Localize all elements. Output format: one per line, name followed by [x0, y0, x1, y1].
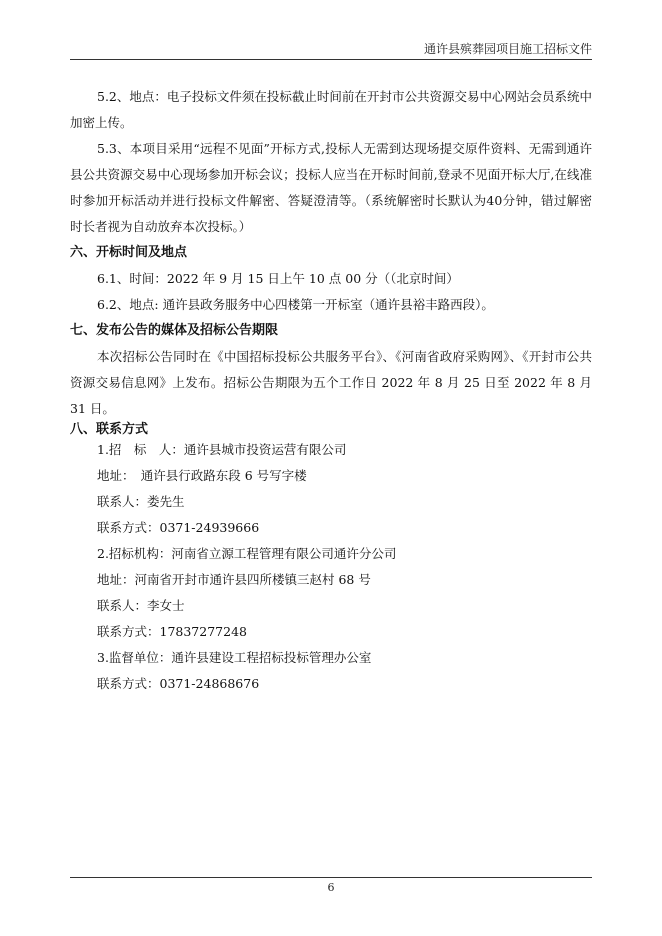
section-heading-media: 七、发布公告的媒体及招标公告期限 [70, 323, 279, 338]
tenderer-address: 地址： 通许县行政路东段 6 号写字楼 [97, 468, 307, 483]
supervisor-phone: 联系方式：0371-24868676 [97, 676, 260, 691]
tenderer-line: 1.招 标 人：通许县城市投资运营有限公司 [97, 442, 347, 457]
agency-line: 2.招标机构：河南省立源工程管理有限公司通许分公司 [97, 546, 397, 561]
footer-divider [70, 877, 592, 878]
supervisor-line: 3.监督单位：通许县建设工程招标投标管理办公室 [97, 650, 372, 665]
paragraph-6-1: 6.1、时间：2022 年 9 月 15 日上午 10 点 00 分（（北京时间） [97, 271, 459, 286]
tenderer-phone: 联系方式：0371-24939666 [97, 520, 260, 535]
page-number: 6 [327, 881, 335, 894]
paragraph-6-2: 6.2、地点: 通许县政务服务中心四楼第一开标室（通许县裕丰路西段）。 [97, 297, 494, 312]
agency-address: 地址：河南省开封市通许县四所楼镇三赵村 68 号 [97, 572, 371, 587]
paragraph-5-2: 5.2、地点：电子投标文件须在投标截止时间前在开封市公共资源交易中心网站会员系统中加密上传。 [70, 89, 592, 130]
paragraph-announcement: 本次招标公告同时在《中国招标投标公共服务平台》、《河南省政府采购网》、《开封市公共资源交易信息网》上发布。招标公告期限为五个工作日 2022 年 8 月 25 日至 2022 年 8 月 31 日。 [70, 349, 592, 416]
agency-phone: 联系方式：17837277248 [97, 624, 247, 639]
section-heading-opening: 六、开标时间及地点 [70, 245, 188, 260]
section-heading-contacts: 八、联系方式 [70, 422, 149, 437]
tenderer-contact: 联系人：娄先生 [97, 494, 185, 509]
header-title: 通许县殡葬园项目施工招标文件 [423, 42, 592, 56]
paragraph-5-3: 5.3、本项目采用“远程不见面”开标方式,投标人无需到达现场提交原件资料、无需到通许县公共资源交易中心现场参加开标会议；投标人应当在开标时间前,登录不见面开标大厅,在线准时参加开标活动并进行投标文件解密、答疑澄清等。（系统解密时长默认为40分钟，错过解密时长者视为自动放弃本次投标。） [70, 141, 592, 234]
header-divider [70, 59, 592, 60]
agency-contact: 联系人：李女士 [97, 598, 185, 613]
document-body [70, 84, 592, 697]
